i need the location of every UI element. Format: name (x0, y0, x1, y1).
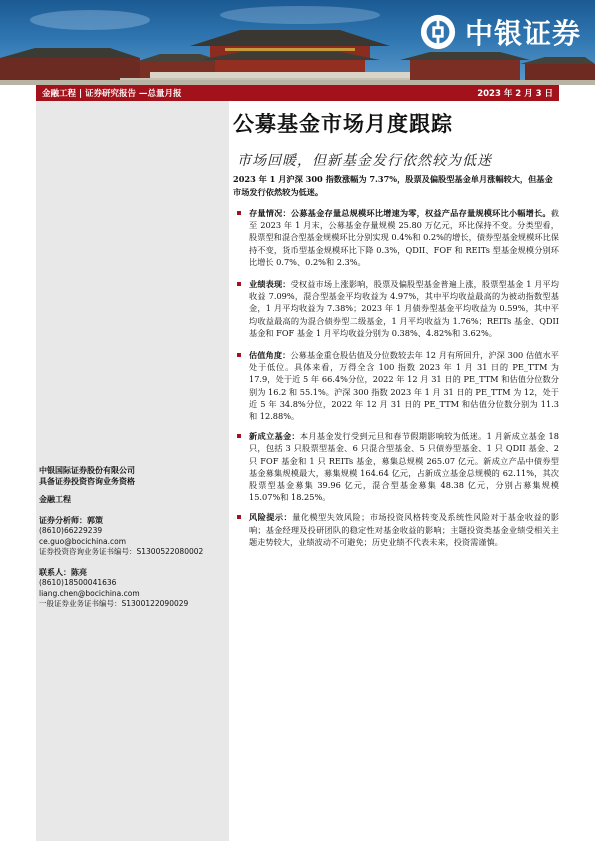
contact-cert: 一般证券业务证书编号：S1300122090029 (39, 599, 189, 608)
bullet-body: 受权益市场上涨影响，股票及偏股型基金普遍上涨，股票型基金 1 月平均收益 7.09%，混合型基金平均收益为 4.97%，其中平均收益最高的为被动指数型基金，1 月平均收益为 7.38%；2023 年 1 月债券型基金平均收益为 0.59%，其中平均收益最高的为混合债券型二级基金，1 月平均收益为 1.76%；REITs 基金、QDII 基金和 FOF 基金 1 月平均收益分别为 0.38%、4.82%和 3.62%。 (249, 279, 559, 338)
red-square-bullet-icon (237, 282, 241, 286)
analyst-cert: 证券投资咨询业务证书编号：S1300522080002 (39, 547, 204, 556)
bullet-body: 本月基金发行受到元旦和春节假期影响较为低迷。1 月新成立基金 18 只，包括 3 只股票型基金、6 只混合型基金、5 只债券型基金、1 只 QDII 基金、2 只 FOF 基金和 1 只 REITs 基金，募集总规模 265.07 亿元。新成立产品中债券型基金募集规模最大，募集规模 164.64 亿元，占新成立基金总规模的 62.11%，其次股票型基金募集 39.96 亿元，混合型基金募集 48.38 亿元，分别占募集规模 15.07%和 18.25%。 (249, 431, 559, 503)
bullet-body: 量化模型失效风险；市场投资风格转变及系统性风险对于基金收益的影响；基金经理及投研团队的稳定性对基金收益的影响；主题投资类基金业绩受相关主题走势较大，业绩波动不可避免；历史业绩不代表未来，投资需谨慎。 (249, 512, 559, 547)
boc-coin-icon (419, 13, 457, 51)
bullet-stock-status (233, 207, 559, 268)
company-qualification: 具备证券投资咨询业务资格 (39, 476, 135, 486)
page-subtitle: 市场回暖，但新基金发行依然较为低迷 (237, 153, 492, 169)
red-square-bullet-icon (237, 434, 241, 438)
bullet-head: 估值角度： (249, 350, 291, 361)
bullet-new-funds (233, 430, 559, 503)
red-square-bullet-icon (237, 353, 241, 357)
contact-name: 联系人：陈亮 (39, 567, 87, 577)
header-banner (0, 0, 595, 85)
brand-logo (419, 12, 581, 52)
bullet-head: 业绩表现： (249, 279, 291, 290)
bullet-body: 截至 2023 年 1 月末，公募基金存量规模 25.80 万亿元，环比保持不变。分类型看，股票型和混合型基金规模环比分别实现 0.4%和 0.2%的增长，债券型基金规模环比保持不变，货币型基金规模环比下降 0.3%，QDII、FOF 和 REITs 型基金规模分别环比增长 0.7%、0.2%和 2.3%。 (249, 208, 559, 267)
report-header-bar (36, 85, 559, 101)
bullet-head: 风险提示： (249, 512, 293, 523)
bullet-valuation (233, 349, 559, 422)
page-title: 公募基金市场月度跟踪 (233, 111, 453, 136)
sidebar-contacts (39, 466, 226, 610)
bullet-head: 新成立基金： (249, 431, 300, 442)
report-date: 2023 年 2 月 3 日 (477, 89, 553, 99)
key-points-list (233, 207, 559, 548)
department: 金融工程 (39, 495, 71, 504)
contact-phone: (8610)18500041636 (39, 578, 117, 587)
bullet-body: 公募基金重仓股估值及分位数较去年 12 月有所回升，沪深 300 估值水平处于低位。具体来看，万得全含 100 指数 2023 年 1 月 31 日的 PE_TTM 为 17.9，处于近 5 年 66.4%分位，2022 年 12 月 31 日的 PE_TTM 和估值分位数分别为 16.2 和 55.1%。沪深 300 指数 2023 年 1 月 31 日的 PE_TTM 为 12，处于近 5 年 34.8%分位，2022 年 12 月 31 日的 PE_TTM 和估值分位数分别为 11.3 和 12.88%。 (249, 350, 559, 422)
bullet-performance (233, 278, 559, 339)
analyst-email[interactable]: ce.guo@bocichina.com (39, 536, 126, 546)
left-sidebar (36, 101, 229, 841)
red-square-bullet-icon (237, 515, 241, 519)
analyst-phone: (8610)66229239 (39, 526, 103, 535)
contact-email[interactable]: liang.chen@bocichina.com (39, 588, 140, 598)
summary-paragraph: 2023 年 1 月沪深 300 指数涨幅为 7.37%，股票及偏股型基金单月涨幅较大，但基金市场发行依然较为低迷。 (233, 174, 553, 197)
company-name: 中银国际证券股份有限公司 (39, 466, 135, 475)
bullet-lead: 公募基金存量总规模环比增速为零，权益产品存量规模环比小幅增长。 (290, 208, 551, 218)
bullet-risk-warning (233, 511, 559, 548)
brand-name: 中银证券 (464, 17, 581, 50)
bullet-head: 存量情况： (249, 208, 291, 218)
red-square-bullet-icon (237, 211, 241, 215)
report-category: 金融工程 | 证券研究报告 —总量月报 (42, 89, 182, 99)
analyst-name: 证券分析师：郭策 (39, 515, 103, 525)
